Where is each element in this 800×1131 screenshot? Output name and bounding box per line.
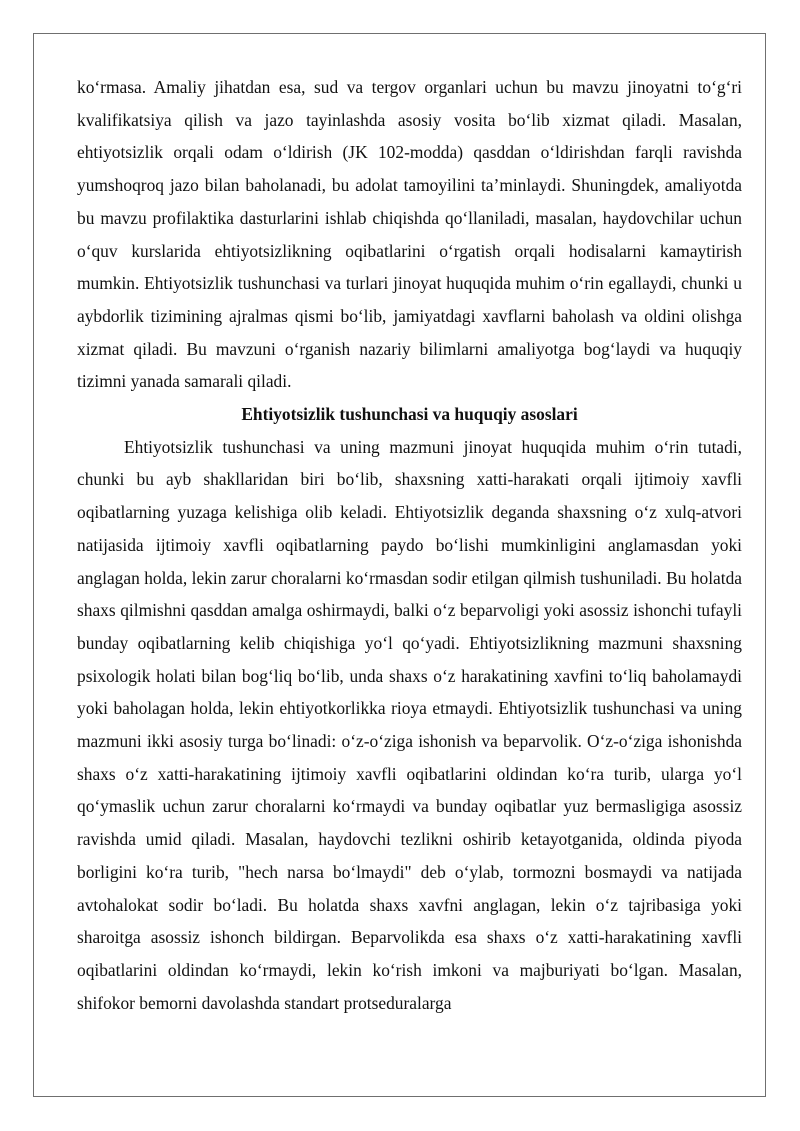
document-body: [77, 71, 742, 1019]
section-heading: Ehtiyotsizlik tushunchasi va huquqiy asoslari: [241, 404, 578, 425]
paragraph-body: Ehtiyotsizlik tushunchasi va uning mazmuni jinoyat huquqida muhim o‘rin tutadi, chunki bu ayb shakllaridan biri bo‘lib, shaxsning xatti-harakati orqali ijtimoiy xavfli oqibatlarning yuzaga kelishiga olib keladi. Ehtiyotsizlik deganda shaxsning o‘z xulq-atvori natijasida ijtimoiy xavfli oqibatlarning paydo bo‘lishi mumkinligini anglamasdan yoki anglagan holda, lekin zarur choralarni ko‘rmasdan sodir etilgan qilmish tushuniladi. Bu holatda shaxs qilmishni qasddan amalga oshirmaydi, balki o‘z beparvoligi yoki asossiz ishonchi tufayli bunday oqibatlarning kelib chiqishiga yo‘l qo‘yadi. Ehtiyotsizlikning mazmuni shaxsning psixologik holati bilan bog‘liq bo‘lib, unda shaxs o‘z harakatining xavfini to‘liq baholamaydi yoki baholagan holda, lekin ehtiyotkorlikka rioya etmaydi. Ehtiyotsizlik tushunchasi va uning mazmuni ikki asosiy turga bo‘linadi: o‘z-o‘ziga ishonish va beparvolik. O‘z-o‘ziga ishonishda shaxs o‘z xatti-harakatining ijtimoiy xavfli oqibatlarini oldindan ko‘ra turib, ularga yo‘l qo‘ymaslik uchun zarur choralarni ko‘rmaydi va bunday oqibatlar yuz bermasligiga asossiz ravishda umid qiladi. Masalan, haydovchi tezlikni oshirib ketayotganida, oldinda piyoda borligini ko‘ra turib, "hech narsa bo‘lmaydi" deb o‘ylab, tormozni bosmaydi va natijada avtohalokat sodir bo‘ladi. Bu holatda shaxs xavfni anglagan, lekin o‘z tajribasiga yoki sharoitga asossiz ishonch bildirgan. Beparvolikda esa shaxs o‘z xatti-harakatining xavfli oqibatlarini oldindan ko‘rmaydi, lekin ko‘rish imkoni va majburiyati bo‘lgan. Masalan, shifokor bemorni davolashda standart protseduralarga: [77, 436, 742, 1013]
paragraph-continued: ko‘rmasa. Amaliy jihatdan esa, sud va tergov organlari uchun bu mavzu jinoyatni to‘g‘ri kvalifikatsiya qilish va jazo tayinlashda asosiy vosita bo‘lib xizmat qiladi. Masalan, ehtiyotsizlik orqali odam o‘ldirish (JK 102-modda) qasddan o‘ldirishdan farqli ravishda yumshoqroq jazo bilan baholanadi, bu adolat tamoyilini ta’minlaydi. Shuningdek, amaliyotda bu mavzu profilaktika dasturlarini ishlab chiqishda qo‘llaniladi, masalan, haydovchilar uchun o‘quv kurslarida ehtiyotsizlikning oqibatlarini o‘rgatish orqali hodisalarni kamaytirish mumkin. Ehtiyotsizlik tushunchasi va turlari jinoyat huquqida muhim o‘rin egallaydi, chunki u aybdorlik tizimining ajralmas qismi bo‘lib, jamiyatdagi xavflarni baholash va oldini olishga xizmat qiladi. Bu mavzuni o‘rganish nazariy bilimlarni amaliyotga bog‘laydi va huquqiy tizimni yanada samarali qiladi.: [77, 77, 742, 392]
